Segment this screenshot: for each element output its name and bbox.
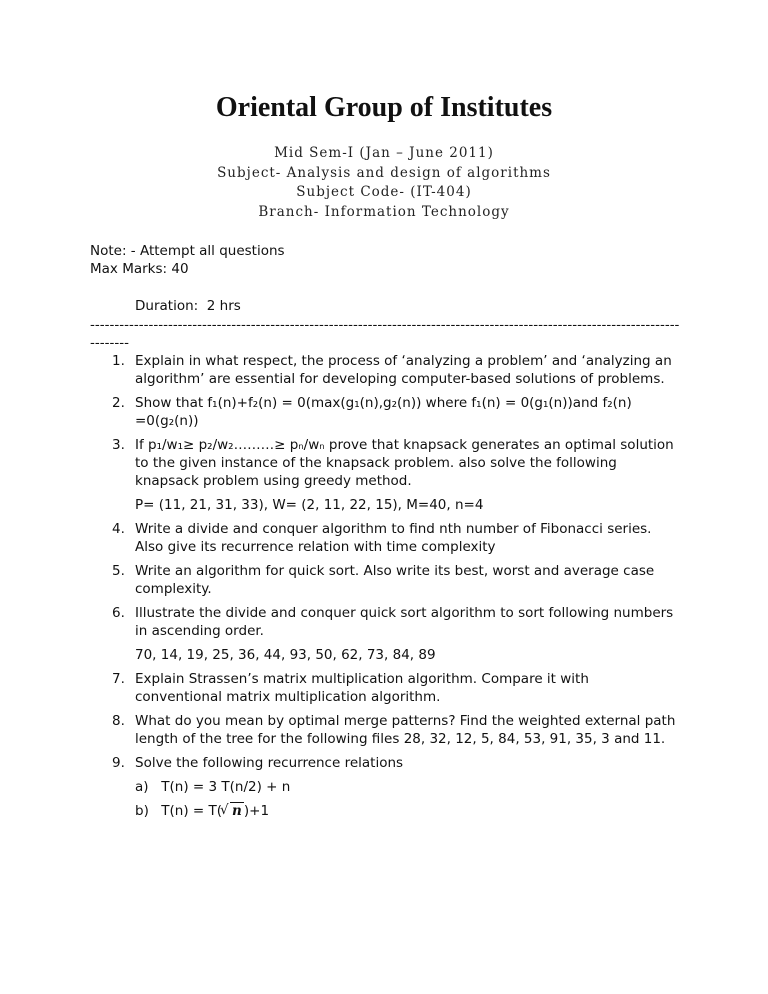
question-text: Show that f₁(n)+f₂(n) = 0(max(g₁(n),g₂(n)) where f₁(n) = 0(g₁(n))and f₂(n) =0(g₂(n)) bbox=[135, 395, 632, 429]
question-6-data: 70, 14, 19, 25, 36, 44, 93, 50, 62, 73, 84, 89 bbox=[135, 647, 436, 663]
question-number: 5. bbox=[112, 563, 125, 579]
question-number: 6. bbox=[112, 605, 125, 621]
question-text: Solve the following recurrence relations bbox=[135, 755, 404, 771]
question-4 bbox=[90, 520, 680, 556]
question-6 bbox=[90, 604, 680, 640]
subject-name: Subject- Analysis and design of algorithms bbox=[217, 164, 551, 181]
question-text: What do you mean by optimal merge patterns? Find the weighted external path length of the tree for the following files 28, 32, 12, 5, 84, 53, 91, 35, 3 and 11. bbox=[135, 713, 676, 747]
max-marks: Max Marks: 40 bbox=[90, 261, 189, 277]
question-number: 4. bbox=[112, 521, 125, 537]
question-5 bbox=[90, 562, 680, 598]
question-number: 3. bbox=[112, 437, 125, 453]
recurrence-text: T(n) = 3 T(n/2) + n bbox=[161, 779, 291, 795]
question-text: If p₁/w₁≥ p₂/w₂………≥ pₙ/wₙ prove that knapsack generates an optimal solution to the given instance of the knapsack problem. also solve the following knapsack problem using greedy method. bbox=[135, 437, 674, 489]
question-9 bbox=[90, 754, 680, 772]
question-2 bbox=[90, 394, 680, 430]
recurrence-prefix: T(n) = T( bbox=[161, 803, 223, 819]
question-7 bbox=[90, 670, 680, 706]
subject-code: Subject Code- (IT-404) bbox=[296, 184, 472, 201]
recurrence-b bbox=[90, 802, 680, 820]
recurrence-label: b) bbox=[135, 803, 149, 819]
question-1 bbox=[90, 352, 680, 388]
recurrence-a bbox=[90, 778, 680, 796]
question-3 bbox=[90, 436, 680, 490]
question-3-data: P= (11, 21, 31, 33), W= (2, 11, 22, 15), M=40, n=4 bbox=[135, 497, 484, 513]
question-8 bbox=[90, 712, 680, 748]
square-root-symbol bbox=[222, 802, 244, 820]
question-text: Write an algorithm for quick sort. Also write its best, worst and average case complexity. bbox=[135, 563, 655, 597]
recurrence-suffix: )+1 bbox=[243, 803, 270, 819]
question-number: 7. bbox=[112, 671, 125, 687]
note-line: Note: - Attempt all questions bbox=[90, 243, 285, 259]
question-number: 9. bbox=[112, 755, 125, 771]
question-list bbox=[90, 352, 680, 826]
exam-name: Mid Sem-I (Jan – June 2011) bbox=[274, 145, 494, 161]
question-number: 2. bbox=[112, 395, 125, 411]
branch-name: Branch- Information Technology bbox=[258, 203, 510, 220]
exam-header bbox=[0, 144, 768, 222]
duration: Duration: 2 hrs bbox=[135, 298, 241, 314]
square-root-radicand: n bbox=[232, 803, 242, 819]
instructions bbox=[90, 242, 285, 278]
question-text: Explain Strassen’s matrix multiplication algorithm. Compare it with conventional matrix multiplication algorithm. bbox=[135, 671, 589, 705]
separator-line: --------------------------------------------------------------------------------------------------------------------------------- bbox=[90, 317, 680, 351]
question-number: 8. bbox=[112, 713, 125, 729]
question-text: Illustrate the divide and conquer quick sort algorithm to sort following numbers in ascending order. bbox=[135, 605, 674, 639]
institute-title: Oriental Group of Institutes bbox=[215, 92, 553, 123]
question-text: Explain in what respect, the process of ‘analyzing a problem’ and ‘analyzing an algorithm’ are essential for developing computer-based solutions of problems. bbox=[135, 353, 672, 387]
question-text: Write a divide and conquer algorithm to find nth number of Fibonacci series. Also give its recurrence relation with time complexity bbox=[135, 521, 652, 555]
question-number: 1. bbox=[112, 353, 125, 369]
recurrence-label: a) bbox=[135, 779, 149, 795]
